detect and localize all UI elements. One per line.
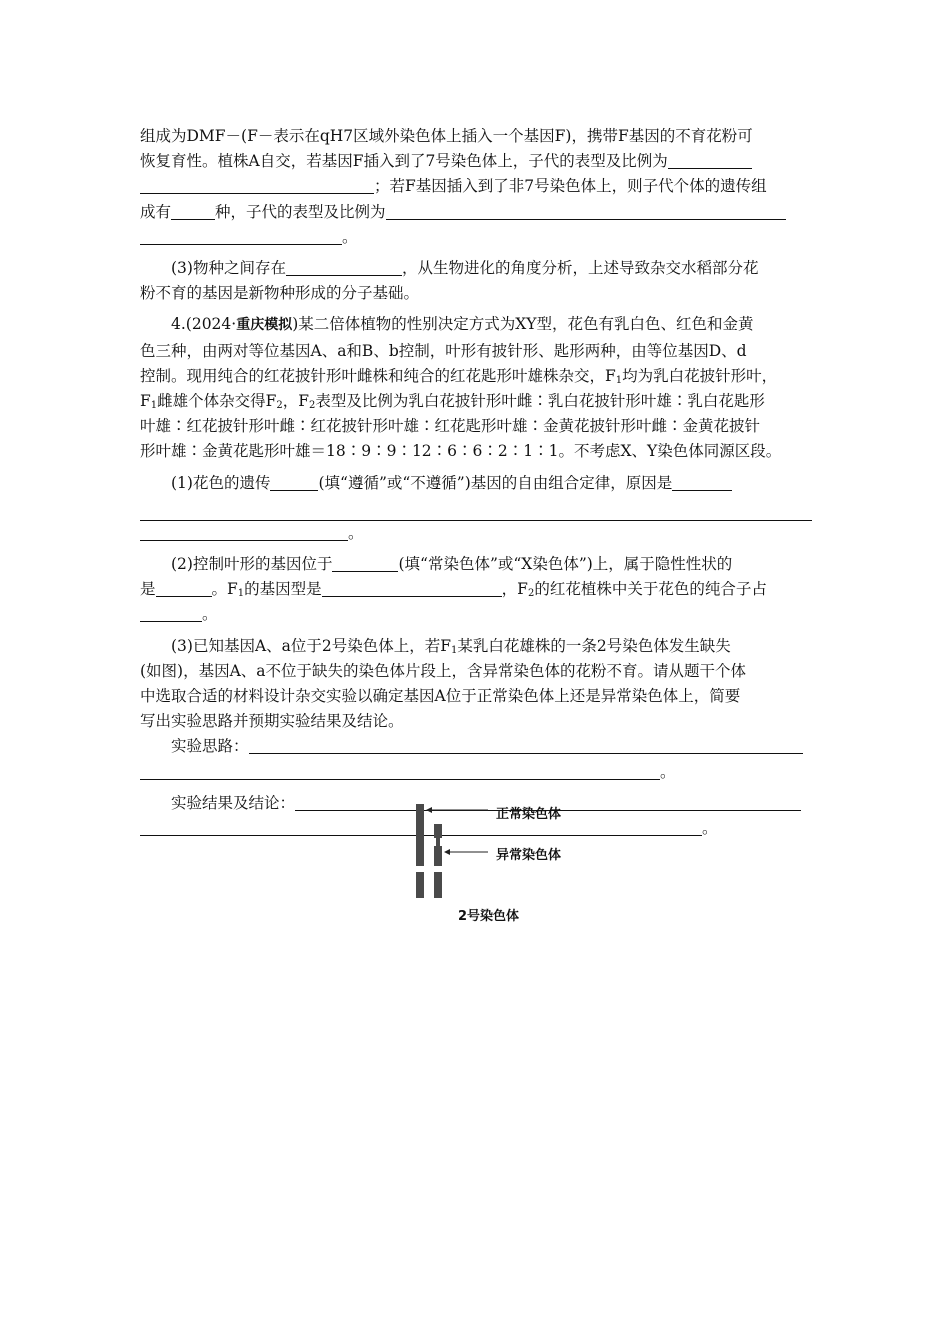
- answer-blank[interactable]: [140, 762, 660, 780]
- q3-line2: 恢复育性。植株A自交，若基因F插入到了7号染色体上，子代的表型及比例为: [140, 149, 812, 174]
- experiment-result-end: 。: [140, 816, 812, 841]
- abnormal-chromosome-lower: [434, 872, 442, 898]
- answer-blank[interactable]: [156, 579, 212, 597]
- answer-blank[interactable]: [668, 151, 752, 169]
- experiment-idea: 实验思路：: [140, 734, 812, 759]
- chromosome-figure: [410, 800, 610, 925]
- normal-chromosome-lower: [416, 872, 424, 898]
- answer-blank[interactable]: [286, 258, 402, 276]
- answer-blank[interactable]: [672, 473, 732, 491]
- q4-stem: 4.(2024·重庆模拟)某二倍体植物的性别决定方式为XY型，花色有乳白色、红色和金黄: [171, 315, 754, 334]
- q3-line1: 组成为DMF－(F－表示在qH7区域外染色体上插入一个基因F)，携带F基因的不育花粉可: [140, 127, 753, 145]
- q4-sub1: (1)花色的遗传 (填“遵循”或“不遵循”)基因的自由组合定律，原因是: [140, 471, 812, 496]
- experiment-idea-end: 。: [140, 760, 812, 785]
- q3-sub3-cont: 粉不育的基因是新物种形成的分子基础。: [140, 284, 420, 303]
- abnormal-chromosome-label: 异常染色体: [496, 848, 562, 863]
- q4-sub1-end: 。: [140, 521, 812, 546]
- figure-caption: 2号染色体: [458, 909, 520, 924]
- q4-stem-line: 形叶雄∶金黄花匙形叶雄＝18∶9∶9∶12∶6∶6∶2∶1∶1。不考虑X、Y染色体同源区段。: [140, 442, 782, 461]
- abnormal-chromosome-mid: [434, 846, 442, 866]
- answer-line[interactable]: [140, 496, 812, 521]
- answer-blank[interactable]: [386, 202, 786, 220]
- q4-sub3: (3)已知基因A、a位于2号染色体上，若$F_1$某乳白花雄株的一条2号染色体发生缺失: [171, 636, 731, 656]
- answer-blank[interactable]: [140, 523, 348, 541]
- answer-blank[interactable]: [249, 736, 803, 754]
- document-body: [140, 124, 812, 841]
- q4-stem-line: 色三种，由两对等位基因A、a和B、b控制，叶形有披针形、匙形两种，由等位基因D、d: [140, 341, 747, 360]
- normal-chromosome-upper: [416, 804, 424, 866]
- answer-blank[interactable]: [332, 554, 398, 572]
- q4-stem-line: 控制。现用纯合的红花披针形叶雌株和纯合的红花匙形叶雄株杂交，$F_1$均为乳白花披针形叶，: [140, 366, 778, 386]
- answer-blank[interactable]: [140, 604, 202, 622]
- answer-blank[interactable]: [140, 227, 342, 245]
- normal-chromosome-label: 正常染色体: [496, 807, 562, 822]
- answer-blank[interactable]: [140, 176, 374, 194]
- answer-blank[interactable]: [171, 202, 215, 220]
- q4-stem-line: 叶雄∶红花披针形叶雌∶红花披针形叶雄∶红花匙形叶雄∶金黄花披针形叶雌∶金黄花披针: [140, 417, 761, 436]
- q3-line3: ；若F基因插入到了非7号染色体上，则子代个体的遗传组: [140, 174, 812, 199]
- answer-blank[interactable]: [322, 579, 502, 597]
- answer-blank[interactable]: [270, 473, 318, 491]
- q4-stem-line: $F_1$雌雄个体杂交得$F_2$，$F_2$表型及比例为乳白花披针形叶雌∶乳白花披针形叶雄∶乳白花匙形: [140, 392, 765, 412]
- q4-sub2: (2)控制叶形的基因位于 (填“常染色体”或“X染色体”)上，属于隐性性状的: [171, 555, 733, 574]
- q3-sub3: (3)物种之间存在 ，从生物进化的角度分析，上述导致杂交水稻部分花: [171, 259, 759, 278]
- q3-line4: 成有 种，子代的表型及比例为: [140, 200, 812, 225]
- arrow-head-icon: [426, 807, 432, 813]
- arrow-head-icon: [444, 849, 450, 855]
- q4-sub3-line: (如图)，基因A、a不位于缺失的染色体片段上，含异常染色体的花粉不育。请从题干个体: [140, 661, 747, 680]
- abnormal-chromosome-top: [434, 824, 442, 838]
- q4-sub3-line: 中选取合适的材料设计杂交实验以确定基因A位于正常染色体上还是异常染色体上，简要: [140, 687, 741, 706]
- q4-sub2-cont: 是 。$F_1$的基因型是 ，$F_2$的红花植株中关于花色的纯合子占: [140, 580, 767, 600]
- q4-sub3-line: 写出实验思路并预期实验结果及结论。: [140, 712, 404, 731]
- abnormal-chromosome-constriction: [436, 838, 440, 846]
- experiment-result: 实验结果及结论：: [140, 791, 812, 816]
- q3-line5: 。: [140, 225, 812, 250]
- q4-sub2-end: 。: [140, 602, 812, 627]
